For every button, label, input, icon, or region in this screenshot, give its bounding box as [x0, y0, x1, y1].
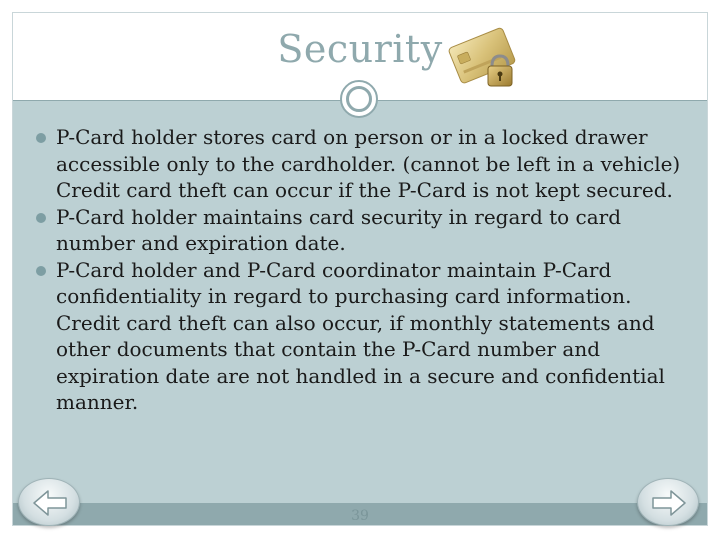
previous-slide-button[interactable] — [18, 478, 80, 526]
circle-ornament-icon — [340, 80, 378, 118]
bullet-icon — [36, 213, 46, 223]
bullet-item — [36, 124, 686, 204]
page-number: 39 — [351, 508, 369, 524]
arrow-right-icon — [651, 489, 687, 517]
bullet-text: P-Card holder and P-Card coordinator maintain P-Card confidentiality in regard to purchasing card information. Credit card theft can also occur, if monthly statements and other documents that contain the P-Card number and expiration date are not handled in a secure and confidential manner. — [56, 257, 665, 414]
slide-title: Security — [277, 27, 443, 71]
bullet-item — [36, 204, 686, 257]
bullet-text: P-Card holder maintains card security in regard to card number and expiration date. — [56, 204, 622, 255]
bullet-text: P-Card holder stores card on person or in a locked drawer accessible only to the cardholder. (cannot be left in a vehicle) Credit card theft can occur if the P-Card is not kept secured. — [56, 125, 681, 202]
bullet-item — [36, 257, 686, 416]
bullet-icon — [36, 266, 46, 276]
credit-card-padlock-icon — [444, 20, 524, 98]
bullet-list — [36, 124, 686, 416]
bullet-icon — [36, 133, 46, 143]
arrow-left-icon — [32, 489, 68, 517]
next-slide-button[interactable] — [637, 478, 699, 526]
